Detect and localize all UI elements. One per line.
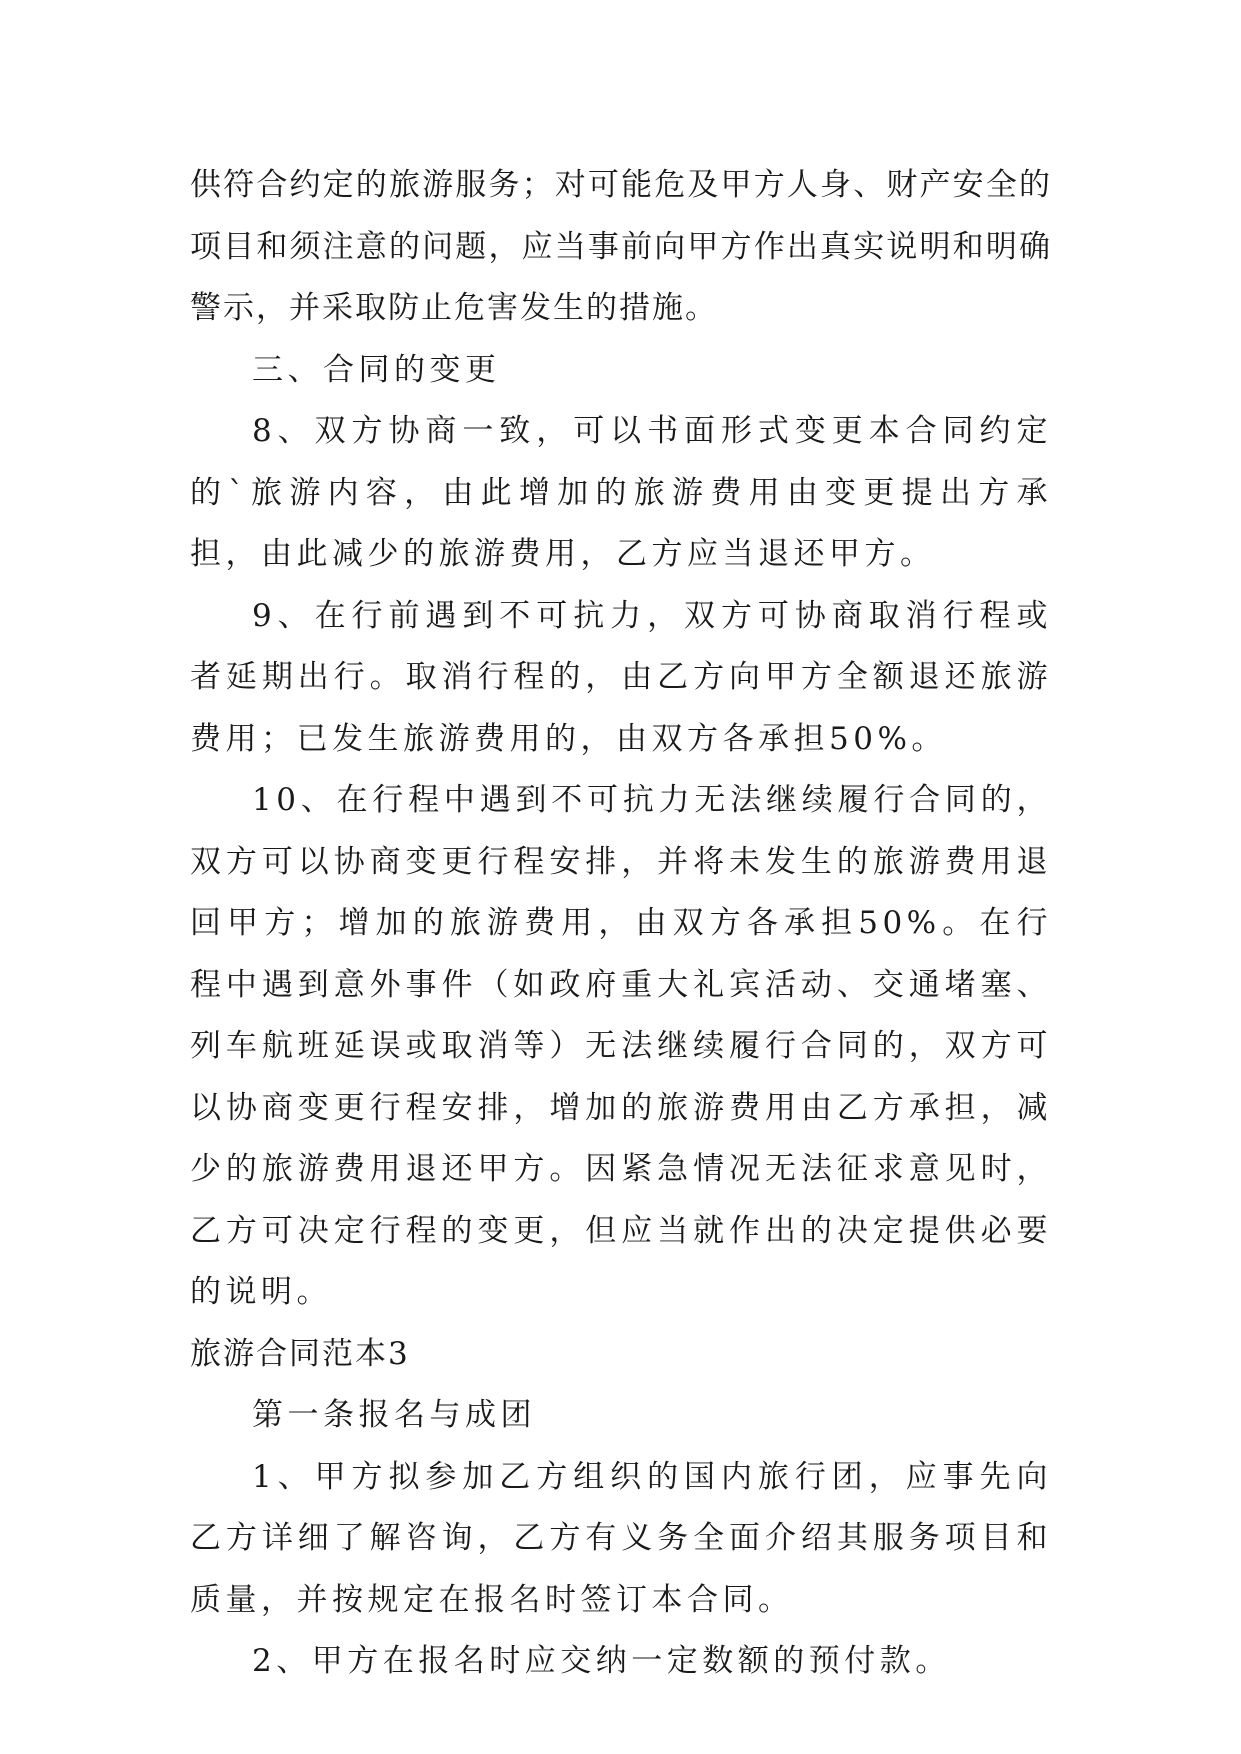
clause-9: 9、在行前遇到不可抗力，双方可协商取消行程或者延期出行。取消行程的，由乙方向甲方全额退还旅游费用；已发生旅游费用的，由双方各承担50%。 [190,597,1052,757]
article-1-heading: 第一条报名与成团 [252,1397,536,1433]
clause-8: 8、双方协商一致，可以书面形式变更本合同约定的`旅游内容，由此增加的旅游费用由变更提出方承担，由此减少的旅游费用，乙方应当退还甲方。 [190,413,1052,572]
template-title: 旅游合同范本3 [190,1335,410,1372]
paragraph-continuation: 供符合约定的旅游服务；对可能危及甲方人身、财产安全的项目和须注意的问题，应当事前向甲方作出真实说明和明确警示，并采取防止危害发生的措施。 [190,167,1052,326]
clause-10: 10、在行程中遇到不可抗力无法继续履行合同的，双方可以协商变更行程安排，并将未发生的旅游费用退回甲方；增加的旅游费用，由双方各承担50%。在行程中遇到意外事件（如政府重大礼宾活动、交通堵塞、列车航班延误或取消等）无法继续履行合同的，双方可以协商变更行程安排，增加的旅游费用由乙方承担，减少的旅游费用退还甲方。因紧急情况无法征求意见时，乙方可决定行程的变更，但应当就作出的决定提供必要的说明。 [190,782,1052,1310]
clause-2: 2、甲方在报名时应交纳一定数额的预付款。 [252,1643,951,1679]
section-heading-contract-change: 三、合同的变更 [252,351,501,388]
clause-1: 1、甲方拟参加乙方组织的国内旅行团，应事先向乙方详细了解咨询，乙方有义务全面介绍其服务项目和质量，并按规定在报名时签订本合同。 [190,1458,1052,1618]
document-body [190,155,1052,1693]
